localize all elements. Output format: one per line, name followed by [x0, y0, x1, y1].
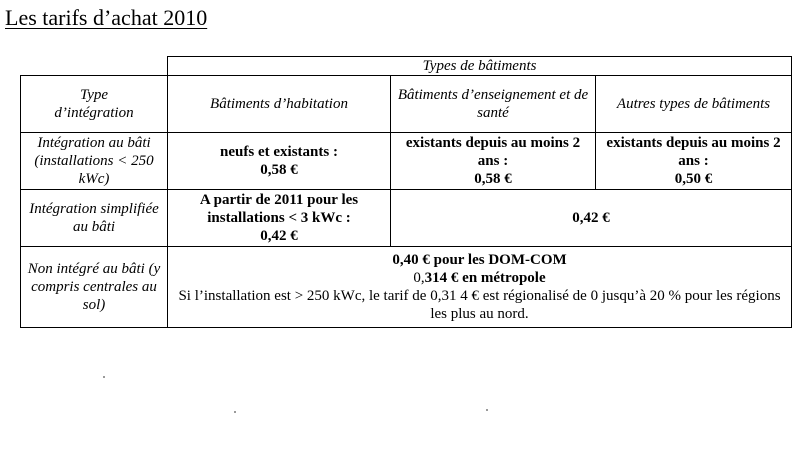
- table-row: [21, 133, 792, 190]
- scan-speck: [234, 411, 236, 413]
- tariff-condition: existants depuis au moins 2 ans :: [606, 135, 781, 169]
- education-health-buildings-header: Bâtiments d’enseignement et de santé: [391, 76, 596, 133]
- table-row: [21, 190, 792, 247]
- table-row: [21, 247, 792, 328]
- tariff-cell-all-buildings: [168, 247, 792, 328]
- integration-type-header: [21, 76, 168, 133]
- tariff-cell-other-buildings: 0,42 €: [391, 190, 792, 247]
- row-label-integration-simplifiee: Intégration simplifiée au bâti: [21, 190, 168, 247]
- integration-type-header-line: Type: [79, 87, 109, 103]
- buildings-group-header: Types de bâtiments: [168, 57, 792, 76]
- tariff-cell-habitation: [168, 133, 391, 190]
- tariff-metropole-value: 314 € en métropole: [424, 270, 546, 286]
- empty-corner-cell: [21, 57, 168, 76]
- integration-type-header-line: d’intégration: [54, 105, 134, 121]
- tariff-value: 0,58 €: [260, 162, 298, 178]
- tariff-dom-com: 0,40 € pour les DOM-COM: [392, 252, 567, 268]
- tariff-metropole: [171, 269, 788, 287]
- table-row-group-header: [21, 57, 792, 76]
- table-row-column-headers: [21, 76, 792, 133]
- tariff-value: 0,50 €: [674, 171, 713, 187]
- tariff-metropole-prefix: 0,: [413, 270, 425, 286]
- scan-speck: [486, 409, 488, 411]
- tariff-condition: A partir de 2011 pour les installations < 3 kWc :: [199, 192, 359, 226]
- tariff-table: [20, 56, 792, 328]
- row-label-non-integre: Non intégré au bâti (y compris centrales au sol): [21, 247, 168, 328]
- tariff-cell-autres: [596, 133, 792, 190]
- tariff-cell-enseignement: [391, 133, 596, 190]
- tariff-condition: existants depuis au moins 2 ans :: [405, 135, 581, 169]
- tariff-value: 0,42 €: [260, 228, 298, 244]
- tariff-value: 0,58 €: [474, 171, 512, 187]
- other-buildings-header: Autres types de bâtiments: [596, 76, 792, 133]
- row-label-integration-au-bati: Intégration au bâti (installations < 250 kWc): [21, 133, 168, 190]
- page-title: Les tarifs d’achat 2010: [5, 5, 208, 30]
- tariff-regional-note: Si l’installation est > 250 kWc, le tarif de 0,31 4 € est régionalisé de 0 jusqu’à 20 % pour les régions les plus au nord.: [178, 288, 781, 322]
- housing-buildings-header: Bâtiments d’habitation: [168, 76, 391, 133]
- tariff-condition: neufs et existants :: [220, 144, 338, 160]
- tariff-cell-habitation: [168, 190, 391, 247]
- scan-speck: [103, 376, 105, 378]
